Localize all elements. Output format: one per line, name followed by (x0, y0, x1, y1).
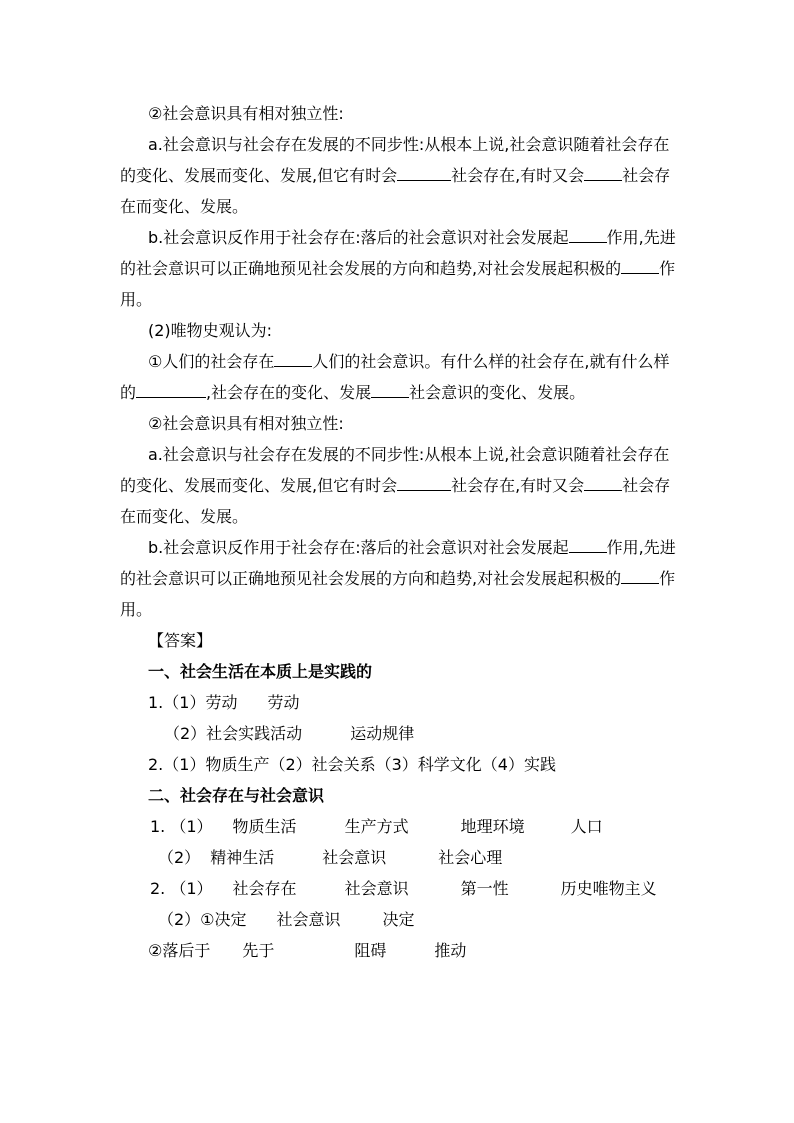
text-line (148, 228, 676, 248)
answer-item: 历史唯物主义 (560, 879, 657, 898)
answer-item: （2）①决定 (158, 910, 247, 929)
answer-item: 1. （1） (150, 817, 213, 836)
text-segment: 作用,先进 (606, 538, 676, 557)
text-segment: 的变化、发展而变化、发展,但它有时会 (120, 166, 398, 185)
text-segment: 的社会意识可以正确地预见社会发展的方向和趋势,对社会发展起积极的 (120, 259, 622, 278)
text-segment: b.社会意识反作用于社会存在:落后的社会意识对社会发展起 (148, 228, 569, 247)
answer-item: （2） (158, 848, 201, 867)
answer-item: 地理环境 (460, 817, 525, 836)
answer-row (158, 848, 502, 868)
fill-blank[interactable] (569, 228, 607, 243)
answer-item: 社会意识 (322, 848, 387, 867)
answer-row: 2.（1）物质生产（2）社会关系（3）科学文化（4）实践 (148, 755, 556, 774)
text-segment: 的变化、发展而变化、发展,但它有时会 (120, 476, 398, 495)
fill-blank[interactable] (274, 352, 312, 367)
text-line: a.社会意识与社会存在发展的不同步性:从根本上说,社会意识随着社会存在 (148, 445, 670, 464)
para-heading: (2)唯物史观认为: (148, 321, 273, 340)
text-segment: 作用,先进 (606, 228, 676, 247)
answer-item: 社会心理 (438, 848, 503, 867)
text-line: a.社会意识与社会存在发展的不同步性:从根本上说,社会意识随着社会存在 (148, 135, 670, 154)
text-segment: b.社会意识反作用于社会存在:落后的社会意识对社会发展起 (148, 538, 569, 557)
text-line: 在而变化、发展。 (120, 197, 249, 216)
answer-item: （2）社会实践活动 (164, 724, 303, 743)
fill-blank[interactable] (397, 476, 451, 491)
answer-row (164, 724, 414, 744)
answer-item: 第一性 (460, 879, 509, 898)
text-segment: 的 (120, 383, 137, 402)
answer-row (150, 817, 603, 837)
text-line (120, 476, 670, 496)
answer-item: 运动规律 (350, 724, 415, 743)
fill-blank[interactable] (584, 166, 622, 181)
fill-blank[interactable] (621, 569, 659, 584)
answer-row (150, 879, 657, 899)
answer-item: 生产方式 (344, 817, 409, 836)
answer-item: 劳动 (267, 693, 300, 712)
text-segment: 作 (659, 259, 676, 278)
text-line (120, 259, 675, 279)
fill-blank[interactable] (621, 259, 659, 274)
text-line: 在而变化、发展。 (120, 507, 249, 526)
text-line (148, 538, 676, 558)
answer-item: 物质生活 (232, 817, 297, 836)
text-segment: ①人们的社会存在 (148, 352, 275, 371)
answer-row (158, 910, 415, 930)
text-line (120, 569, 675, 589)
answer-item: 精神生活 (210, 848, 275, 867)
text-segment: 作 (659, 569, 676, 588)
text-line (120, 383, 585, 403)
text-segment: ,社会存在的变化、发展 (206, 383, 372, 402)
text-line (120, 166, 670, 186)
answer-label: 【答案】 (148, 631, 213, 650)
answer-item: 决定 (382, 910, 415, 929)
fill-blank[interactable] (584, 476, 622, 491)
fill-blank[interactable] (569, 538, 607, 553)
answer-item: 1.（1）劳动 (148, 693, 238, 712)
fill-blank[interactable] (136, 383, 206, 398)
answer-item: 2. （1） (150, 879, 213, 898)
answer-row (148, 693, 299, 713)
text-line (148, 352, 669, 372)
text-segment: 社会存 (622, 166, 671, 185)
answer-row (148, 941, 466, 961)
para-heading: ②社会意识具有相对独立性: (148, 414, 344, 433)
answer-item: 先于 (242, 941, 275, 960)
answer-item: 推动 (434, 941, 467, 960)
answer-heading: 二、社会存在与社会意识 (148, 786, 325, 805)
answer-item: 社会意识 (344, 879, 409, 898)
text-segment: 人们的社会意识。有什么样的社会存在,就有什么样 (312, 352, 670, 371)
text-line: 用。 (120, 290, 153, 309)
answer-item: 人口 (570, 817, 603, 836)
fill-blank[interactable] (371, 383, 409, 398)
text-line: 用。 (120, 600, 153, 619)
answer-item: 阻碍 (354, 941, 387, 960)
text-segment: 的社会意识可以正确地预见社会发展的方向和趋势,对社会发展起积极的 (120, 569, 622, 588)
para-heading: ②社会意识具有相对独立性: (148, 104, 344, 123)
fill-blank[interactable] (397, 166, 451, 181)
text-segment: 社会存 (622, 476, 671, 495)
text-segment: 社会存在,有时又会 (451, 166, 585, 185)
answer-item: ②落后于 (148, 941, 211, 960)
text-segment: 社会意识的变化、发展。 (409, 383, 586, 402)
text-segment: 社会存在,有时又会 (451, 476, 585, 495)
answer-item: 社会意识 (276, 910, 341, 929)
answer-item: 社会存在 (232, 879, 297, 898)
answer-heading: 一、社会生活在本质上是实践的 (148, 662, 373, 681)
